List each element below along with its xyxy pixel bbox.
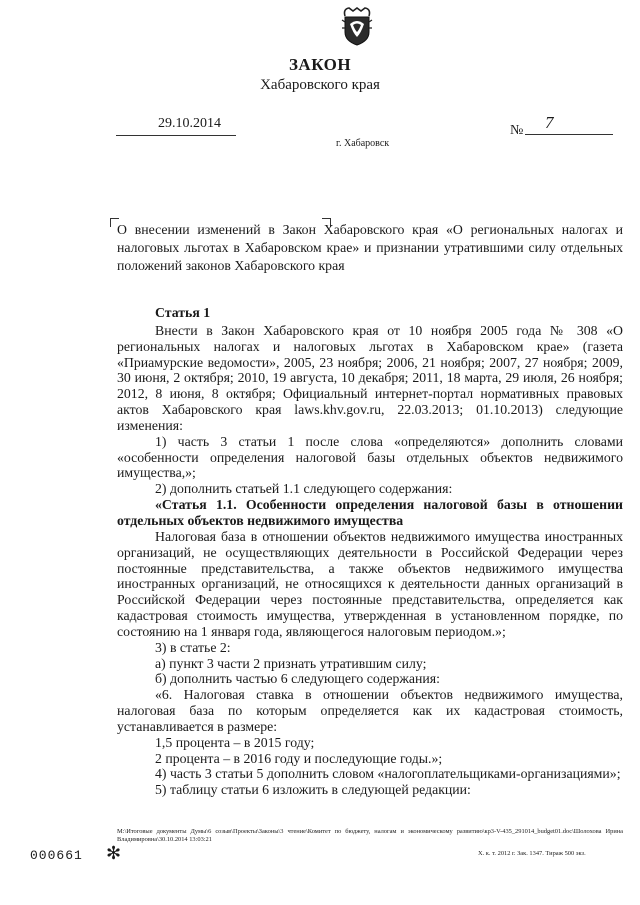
body-paragraph: Внести в Закон Хабаровского края от 10 ноября 2005 года № 308 «О региональных налогах и налоговых льготах в Хабаровском крае» (газета «Приамурские ведомости», 2005, 23 ноября; 2006, 21 ноября; 2007, 27 ноября; 2009, 30 июня, 2 октября; 2010, 19 августа, 10 декабря; 2011, 18 марта, 29 июля, 26 ноября; 2012, 8 июня, 8 октября; Официальный интернет-портал нормативных правовых актов Хабаровского края laws.khv.gov.ru, 22.03.2013; 01.10.2013) следующие изменения:: [117, 322, 623, 433]
document-date: 29.10.2014: [158, 116, 221, 131]
date-underline: [116, 135, 236, 136]
body-paragraph: 1) часть 3 статьи 1 после слова «определяются» дополнить словами «особенности определения налоговой базы отдельных объектов недвижимого имущества,»;: [117, 433, 623, 481]
asterisk-mark-icon: ✻: [106, 843, 122, 863]
number-underline: [525, 134, 613, 135]
body-paragraph: 1,5 процента – в 2015 году;: [155, 734, 315, 750]
document-body: [117, 305, 623, 798]
print-info: Х. к. т. 2012 г. Зак. 1347. Тираж 500 экз.: [478, 850, 586, 857]
body-paragraph: 4) часть 3 статьи 5 дополнить словом «налогоплательщиками-организациями»;: [155, 766, 621, 782]
body-paragraph: 2 процента – в 2016 году и последующие годы.»;: [155, 750, 443, 766]
serial-number: 000661: [30, 848, 83, 863]
body-paragraph: а) пункт 3 части 2 признать утратившим силу;: [155, 655, 427, 671]
body-paragraph: б) дополнить частью 6 следующего содержания:: [155, 671, 440, 687]
body-paragraph: «6. Налоговая ставка в отношении объектов недвижимого имущества, налоговая база по которым определяется как их кадастровая стоимость, устанавливается в размере:: [117, 687, 623, 734]
document-city: г. Хабаровск: [336, 138, 390, 149]
khabarovsk-coat-of-arms-icon: [339, 6, 375, 46]
document-subtitle: Хабаровского края: [260, 77, 380, 93]
body-paragraph: 5) таблицу статьи 6 изложить в следующей редакции:: [155, 782, 471, 798]
body-paragraph: 2) дополнить статьей 1.1 следующего содержания:: [155, 481, 453, 497]
document-number-value: 7: [545, 113, 554, 132]
article-heading: Статья 1: [155, 305, 211, 320]
file-path-footer: M:\Итоговые документы Думы\6 созыв\Проекты\Законы\3 чтение\Комитет по бюджету, налогам и экономическому развитию\кр3-V-435_291014_budget01.doc\Шолохова Ирина Владимировна\30.10.2014 13:03:21: [117, 828, 623, 843]
document-title: ЗАКОН: [288, 55, 352, 74]
document-subject: О внесении изменений в Закон Хабаровского края «О региональных налогах и налоговых льготах в Хабаровском крае» и признании утратившими силу отдельных положений законов Хабаровского края: [117, 222, 623, 273]
sub-article-heading: «Статья 1.1. Особенности определения налоговой базы в отношении отдельных объектов недвижимого имущества: [117, 497, 623, 528]
body-paragraph: Налоговая база в отношении объектов недвижимого имущества иностранных организаций, не осуществляющих деятельности в Российской Федерации через постоянные представительства, а также объектов недвижимого имущества иностранных организаций, не относящихся к деятельности данных организаций в Российской Федерации через постоянные представительства, определяется как кадастровая стоимость имущества, утвержденная в установленном порядке, по состоянию на 1 января года, являющегося налоговым периодом.»;: [117, 528, 623, 639]
document-number-label: №: [510, 123, 524, 138]
body-paragraph: 3) в статье 2:: [155, 639, 231, 655]
